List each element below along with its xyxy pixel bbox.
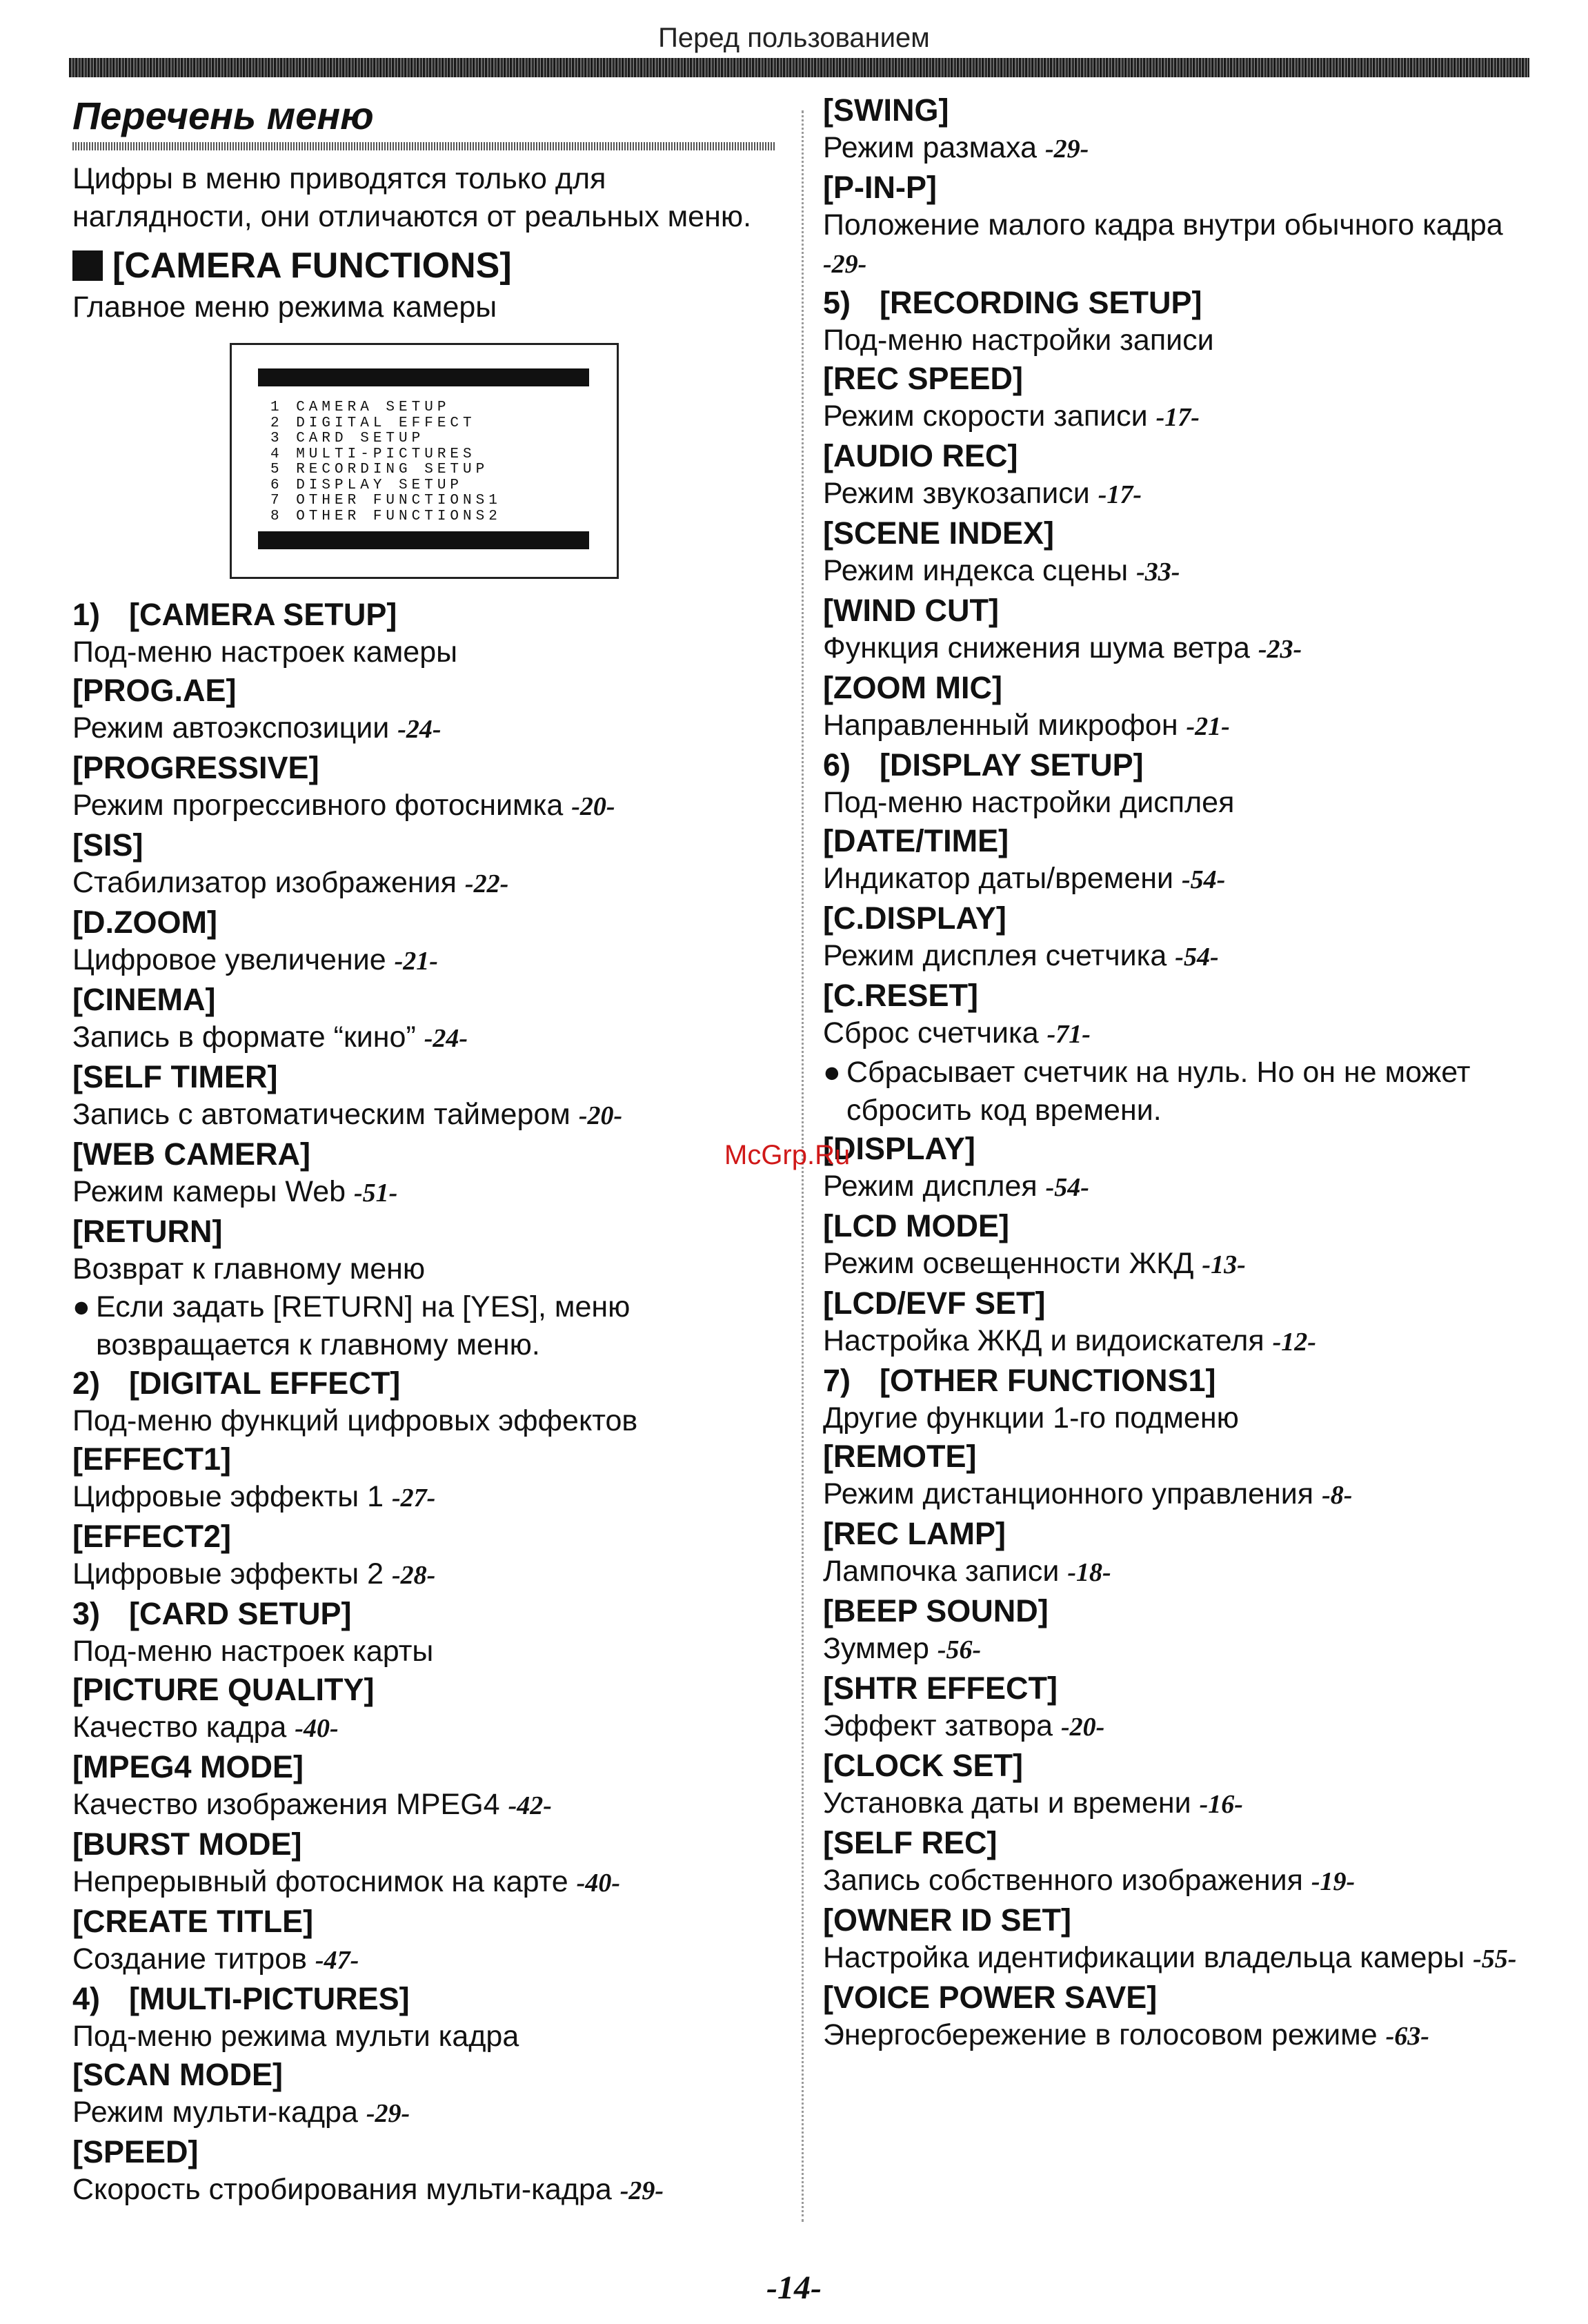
menu-item-desc: Режим размаха -29- — [823, 131, 1089, 164]
screen-menu-item: 3 CARD SETUP — [270, 431, 425, 446]
page-ref: -29- — [366, 2099, 410, 2128]
section-heading: 3) [CARD SETUP] — [72, 1596, 352, 1631]
menu-item-desc: Настройка ЖКД и видоискателя -12- — [823, 1324, 1316, 1357]
menu-item-label: [EFFECT2] — [72, 1519, 231, 1554]
menu-item-desc: Создание титров -47- — [72, 1942, 359, 1976]
menu-item-label: [CINEMA] — [72, 982, 216, 1017]
menu-item-label: [C.RESET] — [823, 978, 978, 1013]
square-bullet-icon — [72, 250, 103, 281]
menu-item-desc: Режим дисплея счетчика -54- — [823, 939, 1219, 972]
menu-item-desc: Режим дисплея -54- — [823, 1170, 1089, 1203]
bullet-note: ● Сбрасывает счетчик на нуль. Но он не может сбросить код времени. — [823, 1054, 1540, 1130]
page-ref: -20- — [1060, 1713, 1105, 1742]
page-ref: -51- — [354, 1179, 398, 1208]
menu-item-desc: Стабилизатор изображения -22- — [72, 866, 509, 899]
menu-item-label: [BURST MODE] — [72, 1826, 302, 1862]
page-ref: -8- — [1322, 1481, 1353, 1510]
menu-item-label: [PROGRESSIVE] — [72, 750, 319, 785]
page-ref: -22- — [464, 869, 509, 898]
menu-item-label: [DATE/TIME] — [823, 823, 1009, 858]
section-desc: Другие функции 1-го подменю — [823, 1401, 1239, 1435]
menu-item-desc: Режим мульти-кадра -29- — [72, 2096, 410, 2129]
menu-item-desc: Настройка идентификации владельца камеры -55- — [823, 1941, 1517, 1974]
menu-item-label: [PICTURE QUALITY] — [72, 1672, 375, 1707]
menu-item-label: [CLOCK SET] — [823, 1748, 1023, 1783]
screen-menu-item: 4 MULTI-PICTURES — [270, 446, 476, 462]
menu-item-desc: Цифровые эффекты 2 -28- — [72, 1557, 436, 1591]
page-ref: -16- — [1199, 1790, 1243, 1819]
menu-item-label: [EFFECT1] — [72, 1441, 231, 1477]
page-ref: -63- — [1385, 2022, 1429, 2051]
camera-functions-heading — [72, 243, 786, 288]
left-column — [72, 91, 786, 2210]
page-ref: -40- — [576, 1869, 620, 1898]
menu-item-label: [SCAN MODE] — [72, 2057, 283, 2092]
menu-item-label: [SELF REC] — [823, 1825, 998, 1860]
menu-item-desc: Цифровое увеличение -21- — [72, 943, 438, 976]
menu-item-label: [SPEED] — [72, 2134, 199, 2169]
menu-item-desc: Возврат к главному меню — [72, 1252, 426, 1286]
menu-item-label: [BEEP SOUND] — [823, 1593, 1049, 1628]
page-ref: -24- — [397, 715, 441, 744]
menu-item-label: [DISPLAY] — [823, 1131, 975, 1166]
menu-item-label: [REMOTE] — [823, 1439, 977, 1474]
page-ref: -42- — [508, 1791, 552, 1820]
screen-menu-item: 6 DISPLAY SETUP — [270, 477, 464, 493]
menu-item-desc: Энергосбережение в голосовом режиме -63- — [823, 2018, 1429, 2051]
page-ref: -56- — [937, 1635, 982, 1664]
menu-item-label: [SCENE INDEX] — [823, 515, 1055, 551]
section-heading: 7) [OTHER FUNCTIONS1] — [823, 1363, 1216, 1398]
page-ref: -20- — [571, 792, 615, 821]
menu-item-label: [CREATE TITLE] — [72, 1904, 314, 1939]
section-heading: 5) [RECORDING SETUP] — [823, 285, 1202, 320]
menu-item-label: [SIS] — [72, 827, 143, 863]
menu-item-label: [MPEG4 MODE] — [72, 1749, 304, 1784]
menu-item-label: [LCD MODE] — [823, 1208, 1009, 1243]
watermark-link[interactable]: McGrp.Ru — [724, 1140, 851, 1170]
page-ref: -55- — [1473, 1944, 1517, 1973]
page-ref: -27- — [391, 1484, 436, 1513]
main-menu-screen — [230, 343, 619, 579]
menu-item-label: [PROG.AE] — [72, 673, 237, 708]
screen-menu-item: 5 RECORDING SETUP — [270, 462, 489, 477]
title-rule — [72, 142, 776, 150]
section-heading: 4) [MULTI-PICTURES] — [72, 1981, 410, 2016]
menu-item-desc: Сброс счетчика -71- — [823, 1016, 1091, 1050]
page-ref: -17- — [1155, 403, 1200, 432]
section-desc: Под-меню настроек карты — [72, 1635, 434, 1668]
bullet-dot-icon: ● — [72, 1290, 90, 1323]
menu-item-desc: Режим звукозаписи -17- — [823, 477, 1142, 510]
page-ref: -29- — [823, 250, 867, 279]
menu-item-desc: Режим камеры Web -51- — [72, 1175, 398, 1208]
screen-top-bar — [258, 368, 589, 386]
page-number: -14- — [766, 2269, 822, 2306]
menu-item-label: [SELF TIMER] — [72, 1059, 278, 1094]
page-ref: -40- — [295, 1714, 339, 1743]
menu-item-label: [WEB CAMERA] — [72, 1136, 310, 1172]
screen-menu-item: 2 DIGITAL EFFECT — [270, 415, 476, 431]
menu-item-label: [P-IN-P] — [823, 170, 937, 205]
bullet-note: ● Если задать [RETURN] на [YES], меню возвращается к главному меню. — [72, 1288, 786, 1364]
menu-item-desc: Зуммер -56- — [823, 1632, 982, 1665]
menu-item-desc: Режим индекса сцены -33- — [823, 554, 1180, 587]
menu-item-desc: Качество кадра -40- — [72, 1711, 339, 1744]
page-ref: -23- — [1258, 635, 1302, 664]
section-desc: Под-меню функций цифровых эффектов — [72, 1404, 638, 1437]
menu-item-desc: Положение малого кадра внутри обычного кадра -29- — [823, 208, 1503, 279]
page-ref: -54- — [1045, 1173, 1089, 1202]
menu-item-desc: Лампочка записи -18- — [823, 1555, 1111, 1588]
section-desc: Под-меню настроек камеры — [72, 636, 458, 669]
camera-functions-label: [CAMERA FUNCTIONS] — [112, 246, 512, 286]
menu-item-desc: Эффект затвора -20- — [823, 1709, 1105, 1742]
screen-menu-item: 1 CAMERA SETUP — [270, 400, 450, 415]
page-ref: -47- — [315, 1946, 359, 1975]
menu-item-label: [AUDIO REC] — [823, 438, 1018, 473]
menu-item-label: [OWNER ID SET] — [823, 1902, 1071, 1938]
menu-item-desc: Скорость стробирования мульти-кадра -29- — [72, 2173, 664, 2206]
intro-text: Цифры в меню приводятся только для наглядности, они отличаются от реальных меню. — [72, 162, 752, 233]
page-ref: -28- — [391, 1561, 436, 1590]
page-ref: -54- — [1181, 865, 1226, 894]
menu-item-label: [ZOOM MIC] — [823, 670, 1002, 705]
camera-functions-subtitle: Главное меню режима камеры — [72, 290, 497, 324]
section-desc: Под-меню настройки дисплея — [823, 786, 1235, 819]
menu-item-label: [D.ZOOM] — [72, 905, 217, 940]
menu-item-desc: Режим освещенности ЖКД -13- — [823, 1247, 1246, 1280]
menu-item-desc: Цифровые эффекты 1 -27- — [72, 1480, 436, 1513]
page-ref: -17- — [1098, 480, 1142, 509]
page-ref: -29- — [1044, 135, 1089, 164]
menu-item-label: [LCD/EVF SET] — [823, 1286, 1046, 1321]
menu-item-desc: Функция снижения шума ветра -23- — [823, 631, 1302, 664]
screen-bottom-bar — [258, 531, 589, 549]
bullet-dot-icon: ● — [823, 1056, 841, 1089]
menu-item-desc: Направленный микрофон -21- — [823, 709, 1230, 742]
screen-menu-item: 8 OTHER FUNCTIONS2 — [270, 508, 502, 524]
menu-item-desc: Индикатор даты/времени -54- — [823, 862, 1226, 895]
page-ref: -19- — [1311, 1867, 1356, 1896]
page-ref: -21- — [1186, 712, 1230, 741]
menu-item-desc: Режим дистанционного управления -8- — [823, 1477, 1353, 1510]
page-ref: -29- — [619, 2176, 664, 2205]
menu-item-label: [C.DISPLAY] — [823, 900, 1006, 936]
page-ref: -20- — [578, 1101, 623, 1130]
menu-item-label: [SWING] — [823, 92, 949, 128]
section-desc: Под-меню настройки записи — [823, 324, 1214, 357]
section-heading: 2) [DIGITAL EFFECT] — [72, 1366, 401, 1401]
menu-item-label: [VOICE POWER SAVE] — [823, 1980, 1158, 2015]
right-column — [823, 91, 1540, 2056]
section-desc: Под-меню режима мульти кадра — [72, 2020, 519, 2053]
menu-item-desc: Режим скорости записи -17- — [823, 400, 1200, 433]
page-ref: -18- — [1067, 1558, 1111, 1587]
menu-item-desc: Режим автоэкспозиции -24- — [72, 711, 441, 745]
menu-item-desc: Непрерывный фотоснимок на карте -40- — [72, 1865, 620, 1898]
menu-item-desc: Запись в формате “кино” -24- — [72, 1021, 468, 1054]
page-title: Перечень меню — [72, 94, 374, 137]
menu-item-desc: Установка даты и времени -16- — [823, 1786, 1243, 1820]
header-band — [69, 58, 1529, 77]
page-ref: -12- — [1272, 1328, 1316, 1357]
menu-item-label: [SHTR EFFECT] — [823, 1671, 1058, 1706]
menu-item-label: [RETURN] — [72, 1214, 223, 1249]
menu-item-desc: Запись с автоматическим таймером -20- — [72, 1098, 623, 1131]
section-heading: 6) [DISPLAY SETUP] — [823, 747, 1144, 782]
page-ref: -33- — [1136, 558, 1180, 587]
page-ref: -21- — [394, 947, 438, 976]
menu-item-desc: Запись собственного изображения -19- — [823, 1864, 1356, 1897]
page-ref: -54- — [1175, 943, 1219, 972]
section-heading: 1) [CAMERA SETUP] — [72, 597, 397, 632]
menu-item-desc: Качество изображения MPEG4 -42- — [72, 1788, 552, 1821]
page-ref: -24- — [424, 1024, 468, 1053]
page-header-title: Перед пользованием — [658, 23, 930, 53]
menu-item-desc: Режим прогрессивного фотоснимка -20- — [72, 789, 615, 822]
menu-item-label: [REC LAMP] — [823, 1516, 1006, 1551]
page-ref: -71- — [1046, 1020, 1091, 1049]
menu-item-label: [REC SPEED] — [823, 361, 1024, 396]
menu-item-label: [WIND CUT] — [823, 593, 999, 628]
page-ref: -13- — [1202, 1250, 1246, 1279]
screen-menu-item: 7 OTHER FUNCTIONS1 — [270, 493, 502, 509]
screen-menu-list — [270, 400, 502, 524]
